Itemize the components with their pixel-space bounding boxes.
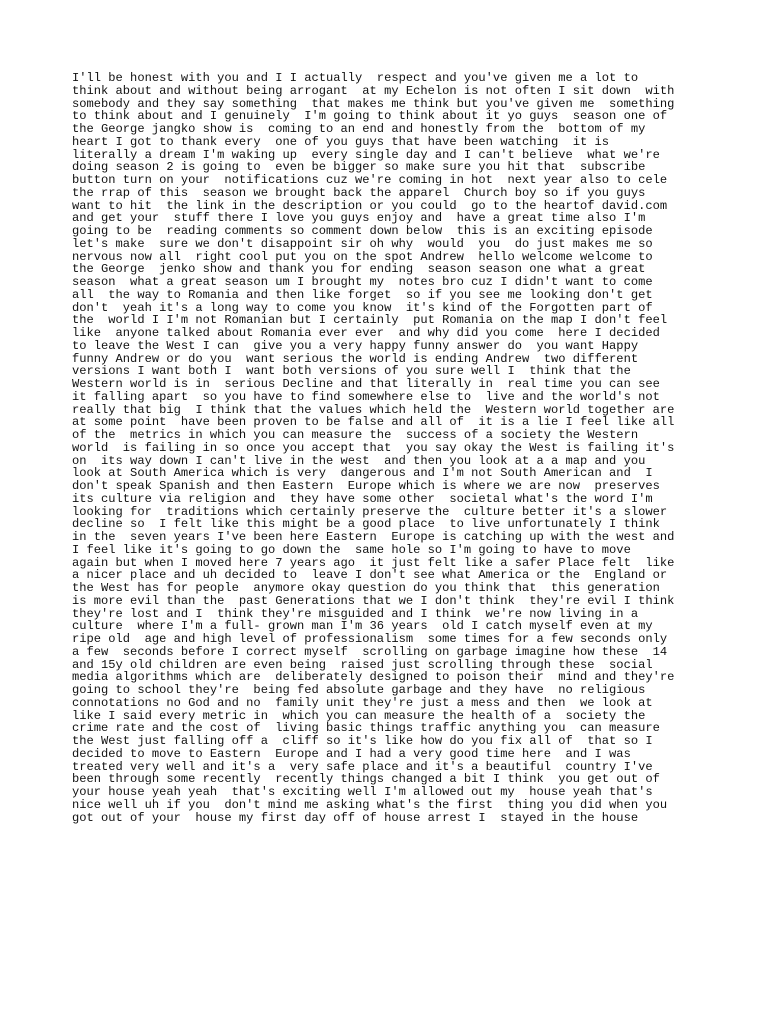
transcript-line: decided to move to Eastern Europe and I had a very good time here and I was (72, 746, 631, 761)
transcript-text (72, 72, 712, 824)
transcript-line: to think about and I genuinely I'm going to think about it yo guys season one of (72, 109, 668, 124)
transcript-line: your house yeah yeah that's exciting well I'm allowed out my house yeah that's (72, 785, 653, 799)
transcript-line: world is failing in so once you accept that you say okay the West is failing it's (72, 440, 675, 455)
transcript-line: like I said every metric in which you can measure the health of a society the (72, 708, 646, 723)
transcript-line: the rrap of this season we brought back the apparel Church boy so if you guys (72, 185, 646, 200)
transcript-line: I'll be honest with you and I I actually respect and you've given me a lot to (72, 72, 639, 85)
transcript-line: at some point have been proven to be false and all of it is a lie I feel like all (72, 415, 675, 430)
transcript-line: funny Andrew or do you want serious the world is ending Andrew two different (72, 351, 639, 366)
transcript-line: is more evil than the past Generations that we I don't think they're evil I think (72, 593, 675, 608)
transcript-line: a nicer place and uh decided to leave I don't see what America or the England or (72, 568, 668, 583)
transcript-line: button turn on your notifications cuz we're coming in hot next year also to cele (72, 173, 668, 187)
transcript-line: going to school they're being fed absolute garbage and they have no religious (72, 683, 646, 697)
transcript-line: crime rate and the cost of living basic things traffic anything you can measure (72, 721, 660, 736)
transcript-line: and 15y old children are even being raised just scrolling through these social (72, 657, 653, 672)
transcript-line: look at South America which is very dangerous and I'm not South American and I (72, 466, 653, 481)
transcript-line: a few seconds before I correct myself scrolling on garbage imagine how these 14 (72, 644, 668, 659)
transcript-line: it falling apart so you have to find somewhere else to live and the world's not (72, 389, 660, 404)
transcript-line: all the way to Romania and then like forget so if you see me looking don't get (72, 287, 653, 302)
transcript-line: again but when I moved here 7 years ago it just felt like a safer Place felt like (72, 555, 675, 570)
transcript-line: versions I want both I want both versions of you sure well I think that the (72, 364, 631, 379)
transcript-line: the world I I'm not Romanian but I certainly put Romania on the map I don't feel (72, 313, 668, 328)
transcript-line: heart I got to thank every one of you guys that have been watching it is (72, 134, 610, 149)
transcript-line: ripe old age and high level of professionalism some times for a few seconds only (72, 632, 668, 646)
transcript-line: treated very well and it's a very safe place and it's a beautiful country I've (72, 759, 653, 774)
transcript-line: don't yeah it's a long way to come you know it's kind of the Forgotten part of (72, 300, 653, 315)
transcript-line: really that big I think that the values which held the Western world together are (72, 402, 675, 417)
transcript-line: the West just falling off a cliff so it's like how do you fix all of that so I (72, 734, 653, 748)
transcript-line: on its way down I can't live in the west and then you look at a a map and you (72, 453, 646, 468)
transcript-line: its culture via religion and they have some other societal what's the word I'm (72, 491, 653, 506)
transcript-line: somebody and they say something that makes me think but you've given me something (72, 96, 675, 111)
transcript-line: nervous now all right cool put you on the spot Andrew hello welcome welcome to (72, 249, 653, 264)
transcript-line: to leave the West I can give you a very happy funny answer do you want Happy (72, 338, 639, 353)
transcript-line: don't speak Spanish and then Eastern Europe which is where we are now preserves (72, 479, 660, 493)
transcript-line: media algorithms which are deliberately designed to poison their mind and they're (72, 670, 675, 685)
transcript-line: the George jangko show is coming to an end and honestly from the bottom of my (72, 122, 646, 136)
transcript-line: literally a dream I'm waking up every single day and I can't believe what we're (72, 147, 660, 162)
transcript-line: Western world is in serious Decline and that literally in real time you can see (72, 377, 660, 391)
transcript-line: doing season 2 is going to even be bigger so make sure you hit that subscribe (72, 160, 646, 175)
transcript-line: and get your stuff there I love you guys enjoy and have a great time also I'm (72, 211, 646, 226)
transcript-line: culture where I'm a full- grown man I'm 36 years old I catch myself even at my (72, 619, 653, 634)
transcript-line: like anyone talked about Romania ever ever and why did you come here I decided (72, 326, 660, 340)
transcript-line: the George jenko show and thank you for ending season season one what a great (72, 262, 646, 277)
transcript-line: think about and without being arrogant at my Echelon is not often I sit down with (72, 83, 675, 98)
transcript-line: they're lost and I think they're misguided and I think we're now living in a (72, 606, 639, 621)
transcript-line: the West has for people anymore okay question do you think that this generation (72, 581, 660, 595)
transcript-line: season what a great season um I brought my notes bro cuz I didn't want to come (72, 275, 653, 289)
transcript-line: want to hit the link in the description or you could go to the heartof david.com (72, 198, 668, 213)
transcript-line: nice well uh if you don't mind me asking what's the first thing you did when you (72, 797, 668, 812)
transcript-line: going to be reading comments so comment down below this is an exciting episode (72, 224, 653, 238)
transcript-line: connotations no God and no family unit they're just a mess and then we look at (72, 695, 653, 710)
transcript-line: looking for traditions which certainly preserve the culture better it's a slower (72, 504, 668, 519)
transcript-line: in the seven years I've been here Eastern Europe is catching up with the west and (72, 530, 675, 544)
transcript-line: of the metrics in which you can measure the success of a society the Western (72, 428, 639, 442)
transcript-line: I feel like it's going to go down the same hole so I'm going to have to move (72, 542, 631, 557)
transcript-line: decline so I felt like this might be a good place to live unfortunately I think (72, 517, 660, 532)
transcript-line: got out of your house my first day off of house arrest I stayed in the house (72, 810, 639, 825)
transcript-line: let's make sure we don't disappoint sir oh why would you do just makes me so (72, 236, 653, 251)
transcript-line: been through some recently recently things changed a bit I think you get out of (72, 772, 660, 787)
